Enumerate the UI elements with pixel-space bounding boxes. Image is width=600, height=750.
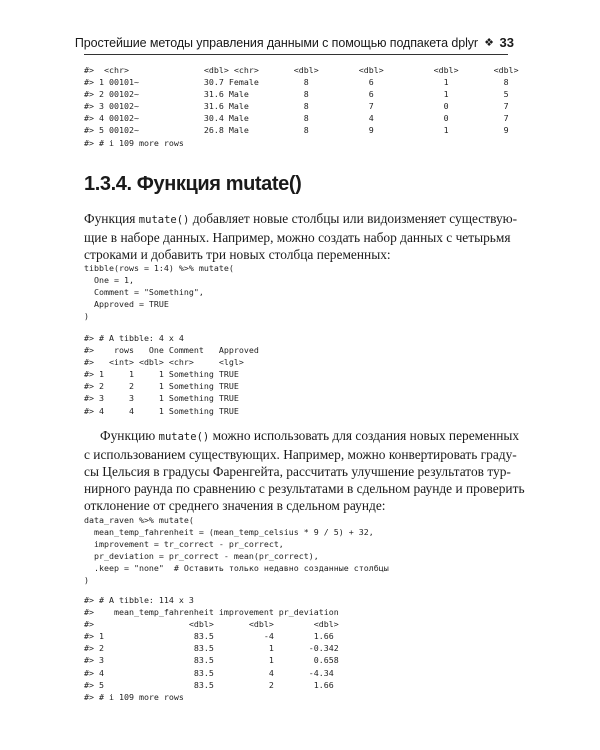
paragraph-mutate-convert [84,427,525,514]
header-ornament-icon: ❖ [484,36,494,49]
paragraph-mutate-intro [84,210,518,263]
para1-line-2: щие в наборе данных. Например, можно создать набор данных с четырьмя [84,230,511,245]
para2-line-4: нирного раунда по сравнению с результатами в сдельном раунде и проверить [84,481,525,496]
page-number: 33 [499,35,514,50]
para1-line-3: строками и добавить три новых столбца переменных: [84,247,391,262]
code-tibble-output: #> # A tibble: 4 x 4 #> rows One Comment Approved #> <int> <dbl> <chr> <lgl> #> 1 1 1 Something TRUE #> 2 2 1 Something TRUE #> 3 3 1 Something TRUE #> 4 4 1 Something TRUE [84,333,259,416]
code-output-table-top: #> <chr> <dbl> <chr> <dbl> <dbl> <dbl> <dbl> #> 1 00101~ 30.7 Female 8 6 1 8 #> 2 00102~ 31.6 Male 8 6 1 5 #> 3 00102~ 31.6 Male 8 7 0 7 #> 4 00102~ 30.4 Male 8 4 0 7 #> 5 00102~ 26.8 Male 8 9 1 9 #> # i 109 more rows [84,65,519,148]
code-tibble-example: tibble(rows = 1:4) %>% mutate( One = 1, Comment = "Something", Approved = TRUE ) [84,263,234,322]
running-header [74,35,514,56]
para2-line-3: сы Цельсия в градусы Фаренгейта, рассчитать улучшение результатов тур- [84,464,511,479]
para2-line-2: с использованием существующих. Например, можно конвертировать граду- [84,447,517,462]
para2-line-5: отклонение от среднего значения в сдельном раунде: [84,498,386,513]
header-title: Простейшие методы управления данными с помощью подпакета dplyr [74,36,478,50]
para2-line-1: Функцию mutate() можно использовать для создания новых переменных [100,428,520,443]
code-raven-output: #> # A tibble: 114 x 3 #> mean_temp_fahrenheit improvement pr_deviation #> <dbl> <dbl> <dbl> #> 1 83.5 -4 1.66 #> 2 83.5 1 -0.342 #> 3 83.5 1 0.658 #> 4 83.5 4 -4.34 #> 5 83.5 2 1.66 #> # i 109 more rows [84,595,339,702]
code-raven-mutate: data_raven %>% mutate( mean_temp_fahrenheit = (mean_temp_celsius * 9 / 5) + 32, improvement = tr_correct - pr_correct, pr_deviation = pr_correct - mean(pr_correct), .keep = "none" # Оставить только недавно созданные столбцы ) [84,515,389,586]
para1-line-1: Функция mutate() добавляет новые столбцы или видоизменяет существую- [84,211,518,226]
header-rule [84,54,508,55]
section-heading: 1.3.4. Функция mutate() [84,173,302,195]
